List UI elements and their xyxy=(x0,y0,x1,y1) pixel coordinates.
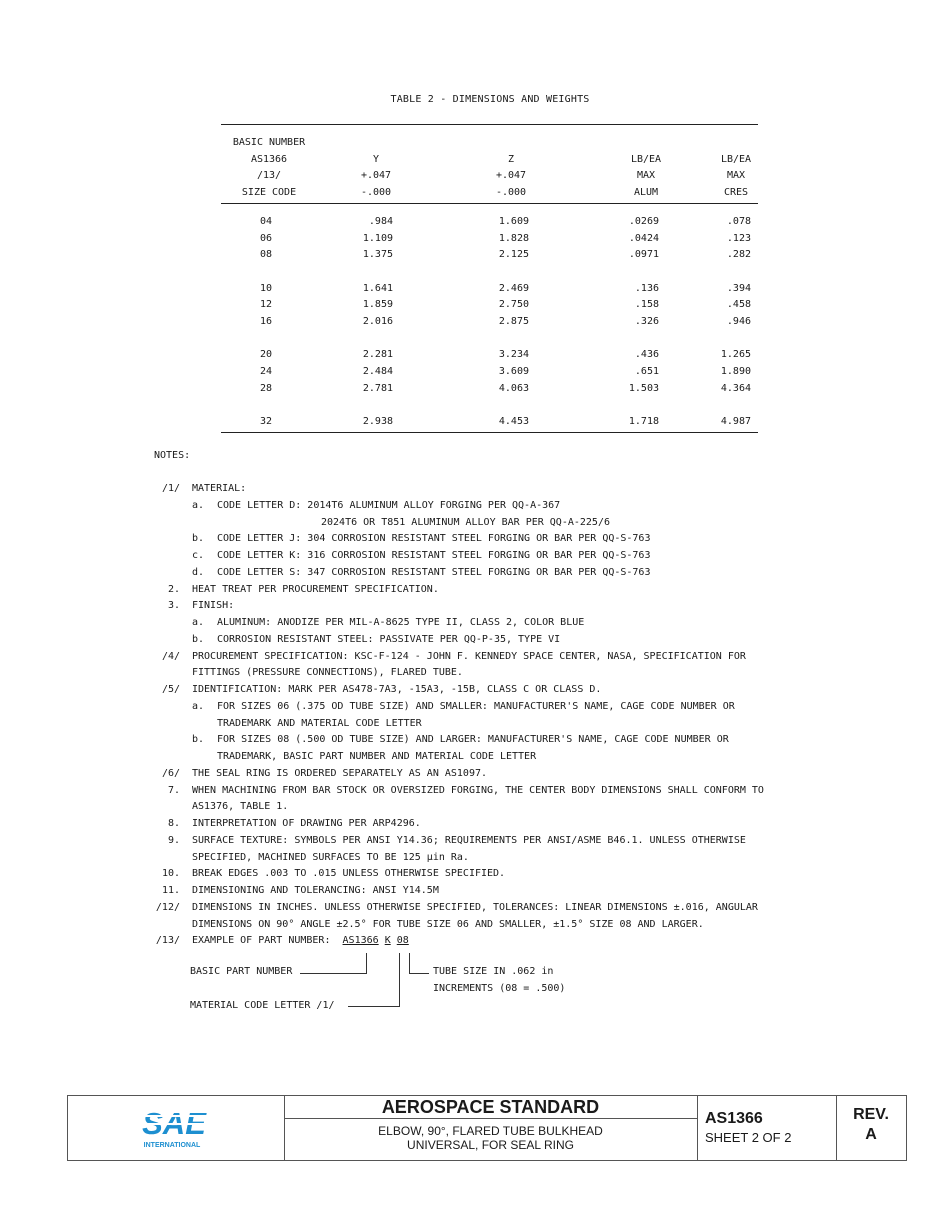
header-cell: CRES xyxy=(723,186,749,198)
table-cell: 2.781 xyxy=(362,382,393,394)
note-number: 8. xyxy=(167,818,180,829)
table-cell: .158 xyxy=(634,299,659,311)
table-row xyxy=(221,233,758,250)
table-header-row xyxy=(221,137,758,154)
note-text: SURFACE TEXTURE: SYMBOLS PER ANSI Y14.36; REQUIREMENTS PER ANSI/ASME B46.1. UNLESS OTHERWISE xyxy=(192,834,746,846)
note-3b xyxy=(154,634,814,651)
table-cell: 2.469 xyxy=(498,282,529,294)
table-cell: 2.875 xyxy=(498,315,529,327)
table-cell: .0424 xyxy=(628,232,659,244)
table-cell: .458 xyxy=(726,299,751,311)
note-text: CORROSION RESISTANT STEEL: PASSIVATE PER QQ-P-35, TYPE VI xyxy=(217,633,561,645)
table-row xyxy=(221,299,758,316)
table-cell: .123 xyxy=(726,232,751,244)
note-sub-label: b. xyxy=(192,633,205,645)
note-text: PROCUREMENT SPECIFICATION: KSC-F-124 - JOHN F. KENNEDY SPACE CENTER, NASA, SPECIFICATION FOR xyxy=(192,650,746,662)
basic-part-label: BASIC PART NUMBER xyxy=(190,966,293,977)
header-cell: Y xyxy=(372,153,380,165)
note-text: SPECIFIED, MACHINED SURFACES TO BE 125 μin Ra. xyxy=(192,851,469,863)
note-9 xyxy=(154,835,814,852)
table-cell: 1.859 xyxy=(362,299,393,311)
note-text xyxy=(192,935,409,946)
table-row xyxy=(221,383,758,400)
note-text: WHEN MACHINING FROM BAR STOCK OR OVERSIZED FORGING, THE CENTER BODY DIMENSIONS SHALL CONFORM TO xyxy=(192,784,764,796)
table-cell: 32 xyxy=(259,415,273,427)
note-10 xyxy=(154,868,814,885)
logo-subtext: INTERNATIONAL xyxy=(143,1142,201,1149)
table-cell: .984 xyxy=(368,216,393,227)
title-block xyxy=(67,1095,907,1161)
revision-cell xyxy=(836,1096,906,1160)
logo-mark: SAE xyxy=(142,1106,206,1141)
row-group-gap xyxy=(221,333,758,350)
note-text: IDENTIFICATION: MARK PER AS478-7A3, -15A3, -15B, CLASS C OR CLASS D. xyxy=(192,684,602,695)
note-5a xyxy=(154,701,814,718)
notes-list xyxy=(154,483,814,952)
note-7 xyxy=(154,785,814,802)
note-1b xyxy=(154,533,814,550)
table-cell: .0971 xyxy=(628,249,659,261)
revision-value: A xyxy=(865,1126,877,1143)
header-cell: /13/ xyxy=(256,170,282,181)
note-1d xyxy=(154,567,814,584)
row-group-gap xyxy=(221,399,758,416)
note-number: /13/ xyxy=(155,935,180,947)
leader-line xyxy=(409,953,410,974)
table-cell: 1.641 xyxy=(362,282,393,294)
table-cell: .326 xyxy=(634,315,659,327)
note-sub-label: b. xyxy=(192,734,205,746)
notes-heading: NOTES: xyxy=(154,450,191,461)
note-text: DIMENSIONS IN INCHES. UNLESS OTHERWISE SPECIFIED, TOLERANCES: LINEAR DIMENSIONS ±.016, ANGULAR xyxy=(192,901,758,913)
note-text: CODE LETTER J: 304 CORROSION RESISTANT STEEL FORGING OR BAR PER QQ-S-763 xyxy=(217,533,651,545)
table-cell: 10 xyxy=(259,282,273,294)
note-text: BREAK EDGES .003 TO .015 UNLESS OTHERWISE SPECIFIED. xyxy=(192,868,506,880)
note-number: 10. xyxy=(161,868,180,880)
part-description xyxy=(284,1124,697,1152)
note-8 xyxy=(154,818,814,835)
note-4 xyxy=(154,651,814,668)
note-12-cont xyxy=(154,919,814,936)
note-text: CODE LETTER D: 2014T6 ALUMINUM ALLOY FORGING PER QQ-A-367 xyxy=(217,499,561,511)
table-cell: .0269 xyxy=(628,216,659,227)
note-number: /12/ xyxy=(155,901,180,913)
note-9-cont xyxy=(154,852,814,869)
note-number: /1/ xyxy=(161,483,180,494)
table-cell: 2.016 xyxy=(362,315,393,327)
note-3 xyxy=(154,600,814,617)
note-1a xyxy=(154,500,814,517)
part-number-size: 08 xyxy=(396,935,409,947)
table-cell: 2.484 xyxy=(362,365,393,377)
note-text: DIMENSIONS ON 90° ANGLE ±2.5° FOR TUBE SIZE 06 AND SMALLER, ±1.5° SIZE 08 AND LARGER. xyxy=(192,918,704,930)
table-cell: 4.987 xyxy=(720,415,751,427)
note-text: AS1376, TABLE 1. xyxy=(192,801,289,813)
part-number-basic: AS1366 xyxy=(342,935,379,947)
table-cell: 04 xyxy=(259,216,273,227)
table-row xyxy=(221,349,758,366)
table-cell: 2.281 xyxy=(362,349,393,361)
note-1 xyxy=(154,483,814,500)
note-number: 7. xyxy=(167,784,180,796)
note-sub-label: a. xyxy=(192,700,205,712)
table-cell: 4.453 xyxy=(498,415,529,427)
table-header-row xyxy=(221,170,758,187)
logo-cell xyxy=(68,1096,285,1160)
table-row xyxy=(221,416,758,433)
note-text: MATERIAL: xyxy=(192,483,247,494)
note-number: 11. xyxy=(161,885,180,896)
table-cell: .946 xyxy=(726,315,751,327)
note-text: TRADEMARK, BASIC PART NUMBER AND MATERIAL CODE LETTER xyxy=(217,751,537,762)
table-cell: 12 xyxy=(259,299,273,311)
table-cell: 2.125 xyxy=(498,249,529,261)
note-sub-label: a. xyxy=(192,617,205,628)
revision-label: REV. xyxy=(853,1106,889,1123)
part-description-line: ELBOW, 90°, FLARED TUBE BULKHEAD xyxy=(378,1124,603,1138)
header-cell: ALUM xyxy=(633,186,659,198)
table-cell: 28 xyxy=(259,382,273,394)
row-group-gap xyxy=(221,266,758,283)
table-cell: 06 xyxy=(259,232,273,244)
header-cell: -.000 xyxy=(495,186,527,198)
note-5a-cont xyxy=(154,718,814,735)
note-text: CODE LETTER K: 316 CORROSION RESISTANT STEEL FORGING OR BAR PER QQ-S-763 xyxy=(217,550,651,561)
table-row xyxy=(221,366,758,383)
table-cell: 3.609 xyxy=(498,365,529,377)
part-number-diagram xyxy=(190,950,610,1020)
note-7-cont xyxy=(154,801,814,818)
header-cell: MAX xyxy=(726,170,746,181)
header-cell: +.047 xyxy=(495,170,527,181)
sheet-number: SHEET 2 OF 2 xyxy=(705,1130,792,1145)
table-cell: 1.609 xyxy=(498,216,529,227)
part-description-line: UNIVERSAL, FOR SEAL RING xyxy=(407,1138,574,1152)
note-text: FINISH: xyxy=(192,600,235,612)
leader-line xyxy=(399,953,400,998)
table-cell: 2.938 xyxy=(362,415,393,427)
sae-logo xyxy=(136,1104,216,1150)
table-cell: 20 xyxy=(259,349,273,361)
note-sub-label: c. xyxy=(192,550,205,561)
material-code-label: MATERIAL CODE LETTER /1/ xyxy=(190,1000,335,1011)
table-cell: 3.234 xyxy=(498,349,529,361)
table-cell: 1.265 xyxy=(720,349,751,361)
table-cell: 1.503 xyxy=(628,382,659,394)
leader-line xyxy=(409,973,429,974)
table-row xyxy=(221,216,758,233)
note-3a xyxy=(154,617,814,634)
dimensions-table xyxy=(221,124,758,433)
table-header-row xyxy=(221,154,758,171)
table-cell: 1.109 xyxy=(362,232,393,244)
leader-line xyxy=(399,997,400,1007)
note-4-cont xyxy=(154,667,814,684)
note-text: THE SEAL RING IS ORDERED SEPARATELY AS AN AS1097. xyxy=(192,767,488,779)
note-text: HEAT TREAT PER PROCUREMENT SPECIFICATION. xyxy=(192,583,439,595)
note-number: /4/ xyxy=(161,650,180,662)
note-number: /5/ xyxy=(161,684,180,695)
table-header-row xyxy=(221,187,758,204)
table-cell: 1.375 xyxy=(362,249,393,261)
note-text: ALUMINUM: ANODIZE PER MIL-A-8625 TYPE II, CLASS 2, COLOR BLUE xyxy=(217,617,585,628)
table-cell: 1.718 xyxy=(628,415,659,427)
note-text: DIMENSIONING AND TOLERANCING: ANSI Y14.5M xyxy=(192,885,439,896)
note-number: 9. xyxy=(167,834,180,846)
tube-size-label: TUBE SIZE IN .062 in xyxy=(433,966,554,977)
note-5b xyxy=(154,734,814,751)
table-cell: .651 xyxy=(634,365,659,377)
table-cell: .394 xyxy=(726,282,751,294)
table-cell: .436 xyxy=(634,349,659,361)
note-11 xyxy=(154,885,814,902)
table-cell: 1.828 xyxy=(498,232,529,244)
note-text: INTERPRETATION OF DRAWING PER ARP4296. xyxy=(192,818,421,829)
table-cell: 24 xyxy=(259,365,273,377)
table-title: TABLE 2 - DIMENSIONS AND WEIGHTS xyxy=(390,94,590,105)
header-cell: BASIC NUMBER xyxy=(232,137,306,148)
standard-title: AEROSPACE STANDARD xyxy=(284,1096,697,1119)
table-row xyxy=(221,249,758,266)
header-cell: Z xyxy=(507,153,515,165)
document-number: AS1366 xyxy=(705,1110,763,1127)
header-cell: +.047 xyxy=(360,170,392,181)
note-sub-label: a. xyxy=(192,499,205,511)
header-cell: -.000 xyxy=(360,186,392,198)
note-5 xyxy=(154,684,814,701)
table-row xyxy=(221,316,758,333)
example-label: EXAMPLE OF PART NUMBER: xyxy=(192,935,331,947)
note-2 xyxy=(154,584,814,601)
note-1c xyxy=(154,550,814,567)
note-number: 2. xyxy=(167,583,180,595)
table-cell: .136 xyxy=(634,282,659,294)
note-12 xyxy=(154,902,814,919)
header-cell: AS1366 xyxy=(250,153,288,165)
leader-line xyxy=(348,1006,400,1007)
document-cell xyxy=(697,1096,837,1160)
table-cell: 4.364 xyxy=(720,382,751,394)
note-text: FOR SIZES 06 (.375 OD TUBE SIZE) AND SMALLER: MANUFACTURER'S NAME, CAGE CODE NUMBER OR xyxy=(217,700,735,712)
note-text: TRADEMARK AND MATERIAL CODE LETTER xyxy=(217,717,422,729)
leader-line xyxy=(366,953,367,974)
header-cell: LB/EA xyxy=(630,153,662,165)
table-bottom-rule xyxy=(221,432,758,433)
table-row xyxy=(221,283,758,300)
note-text: CODE LETTER S: 347 CORROSION RESISTANT STEEL FORGING OR BAR PER QQ-S-763 xyxy=(217,566,651,578)
note-sub-label: d. xyxy=(192,566,205,578)
table-body xyxy=(221,216,758,432)
note-text: FOR SIZES 08 (.500 OD TUBE SIZE) AND LARGER: MANUFACTURER'S NAME, CAGE CODE NUMBER OR xyxy=(217,734,729,746)
header-cell: SIZE CODE xyxy=(241,186,297,198)
note-sub-label: b. xyxy=(192,533,205,545)
note-text: 2024T6 OR T851 ALUMINUM ALLOY BAR PER QQ-A-225/6 xyxy=(321,516,610,528)
table-cell: 4.063 xyxy=(498,382,529,394)
note-number: /6/ xyxy=(161,767,180,779)
note-text: FITTINGS (PRESSURE CONNECTIONS), FLARED TUBE. xyxy=(192,667,463,679)
table-cell: .078 xyxy=(726,216,751,227)
tube-size-increments: INCREMENTS (08 = .500) xyxy=(433,983,566,994)
note-number: 3. xyxy=(167,600,180,612)
header-cell: MAX xyxy=(636,170,656,181)
note-6 xyxy=(154,768,814,785)
note-1a-cont xyxy=(154,517,814,534)
note-5b-cont xyxy=(154,751,814,768)
table-cell: 08 xyxy=(259,249,273,261)
table-cell: 2.750 xyxy=(498,299,529,311)
table-cell: 16 xyxy=(259,315,273,327)
header-cell: LB/EA xyxy=(720,153,752,165)
table-cell: .282 xyxy=(726,249,751,261)
leader-line xyxy=(300,973,366,974)
table-cell: 1.890 xyxy=(720,365,751,377)
title-cell xyxy=(284,1096,698,1160)
part-number-material: K xyxy=(384,935,391,947)
